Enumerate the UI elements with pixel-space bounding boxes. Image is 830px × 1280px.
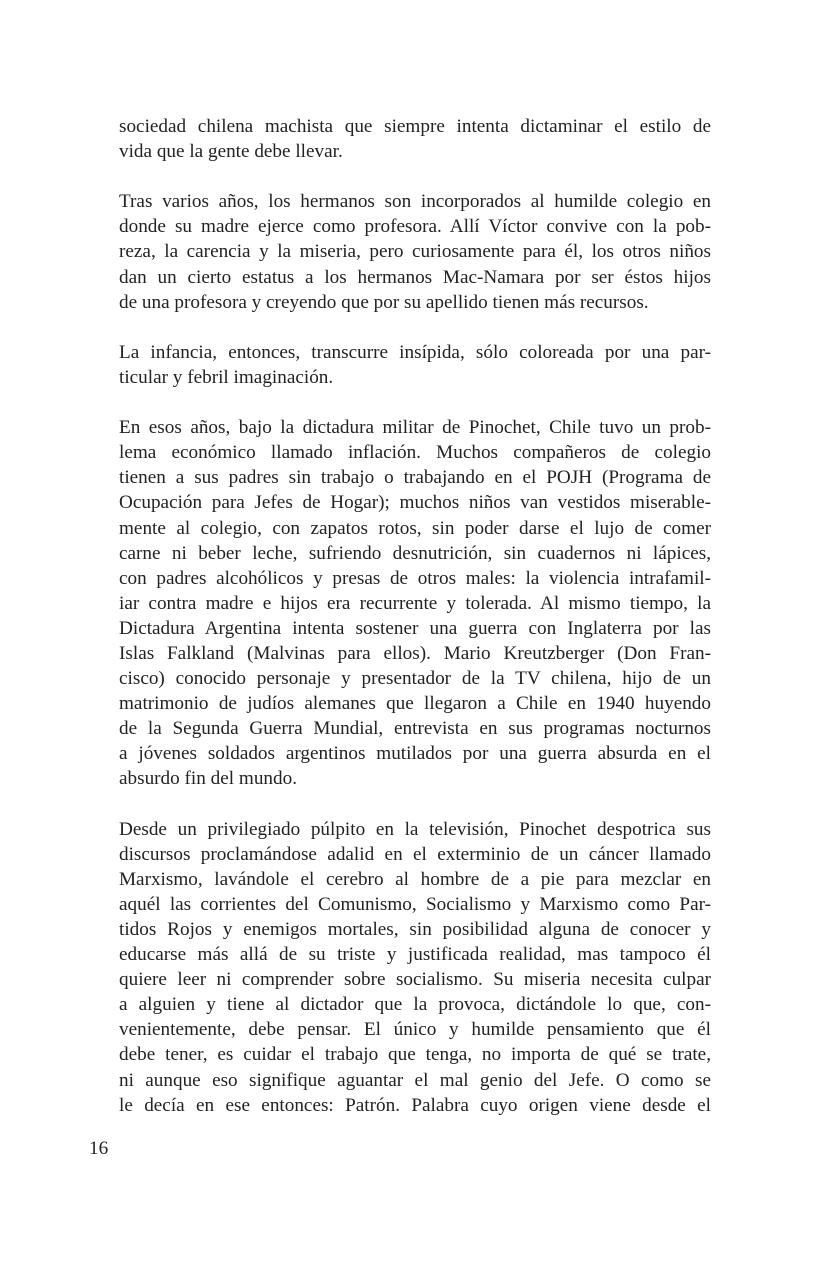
paragraph-1 — [119, 114, 711, 164]
text-line: Dictadura Argentina intenta sostener una guerra con Inglaterra por las — [119, 617, 711, 639]
paragraph-2 — [119, 189, 711, 314]
text-line: tidos Rojos y enemigos mortales, sin posibilidad alguna de conocer y — [119, 919, 711, 940]
paragraph-4 — [119, 415, 711, 791]
text-line: a alguien y tiene al dictador que la provoca, dictándole lo que, con- — [119, 994, 711, 1016]
body-text — [119, 114, 711, 1143]
text-line: reza, la carencia y la miseria, pero curiosamente para él, los otros niños — [119, 241, 711, 263]
text-line: a jóvenes soldados argentinos mutilados por una guerra absurda en el — [119, 743, 711, 765]
paragraph-5 — [119, 817, 711, 1118]
text-line: Islas Falkland (Malvinas para ellos). Mario Kreutzberger (Don Fran- — [119, 642, 711, 664]
text-line: lema económico llamado inflación. Muchos compañeros de colegio — [119, 442, 711, 464]
text-line: discursos proclamándose adalid en el exterminio de un cáncer llamado — [119, 843, 711, 865]
text-line: absurdo fin del mundo. — [119, 768, 297, 790]
text-line: Desde un privilegiado púlpito en la televisión, Pinochet despotrica sus — [119, 818, 711, 840]
text-line: cisco) conocido personaje y presentador de la TV chilena, hijo de un — [119, 668, 711, 690]
text-line: En esos años, bajo la dictadura militar de Pinochet, Chile tuvo un prob- — [119, 417, 711, 439]
text-line: iar contra madre e hijos era recurrente y tolerada. Al mismo tiempo, la — [119, 592, 711, 614]
text-line: Ocupación para Jefes de Hogar); muchos niños van vestidos miserable- — [119, 492, 711, 514]
text-line: de una profesora y creyendo que por su apellido tienen más recursos. — [119, 291, 649, 313]
text-line: Tras varios años, los hermanos son incorporados al humilde colegio en — [119, 191, 711, 213]
text-line: donde su madre ejerce como profesora. Allí Víctor convive con la pob- — [119, 216, 711, 238]
text-line: Marxismo, lavándole el cerebro al hombre de a pie para mezclar en — [119, 868, 711, 890]
text-line: sociedad chilena machista que siempre intenta dictaminar el estilo de — [119, 116, 711, 137]
text-line: mente al colegio, con zapatos rotos, sin poder darse el lujo de comer — [119, 517, 711, 539]
page-number: 16 — [89, 1138, 109, 1159]
text-line: La infancia, entonces, transcurre insípida, sólo coloreada por una par- — [119, 341, 711, 363]
text-line: matrimonio de judíos alemanes que llegaron a Chile en 1940 huyendo — [119, 693, 711, 715]
text-line: de la Segunda Guerra Mundial, entrevista en sus programas nocturnos — [119, 718, 711, 740]
text-line: aquél las corrientes del Comunismo, Socialismo y Marxismo como Par- — [119, 893, 711, 915]
text-line: vida que la gente debe llevar. — [119, 141, 343, 163]
text-line: carne ni beber leche, sufriendo desnutrición, sin cuadernos ni lápices, — [119, 542, 711, 564]
text-line: con padres alcohólicos y presas de otros males: la violencia intrafamil- — [119, 567, 711, 589]
text-line: ticular y febril imaginación. — [119, 366, 334, 388]
text-line: quiere leer ni comprender sobre socialismo. Su miseria necesita culpar — [119, 969, 711, 991]
paragraph-3 — [119, 340, 711, 390]
text-line: debe tener, es cuidar el trabajo que tenga, no importa de qué se trate, — [119, 1044, 711, 1066]
text-line: le decía en ese entonces: Patrón. Palabra cuyo origen viene desde el — [119, 1094, 711, 1116]
text-line: tienen a sus padres sin trabajo o trabajando en el POJH (Programa de — [119, 467, 711, 489]
text-line: dan un cierto estatus a los hermanos Mac-Namara por ser éstos hijos — [119, 266, 711, 288]
text-line: venientemente, debe pensar. El único y humilde pensamiento que él — [119, 1019, 711, 1041]
text-line: educarse más allá de su triste y justificada realidad, mas tampoco él — [119, 944, 711, 966]
text-line: ni aunque eso signifique aguantar el mal genio del Jefe. O como se — [119, 1069, 711, 1091]
